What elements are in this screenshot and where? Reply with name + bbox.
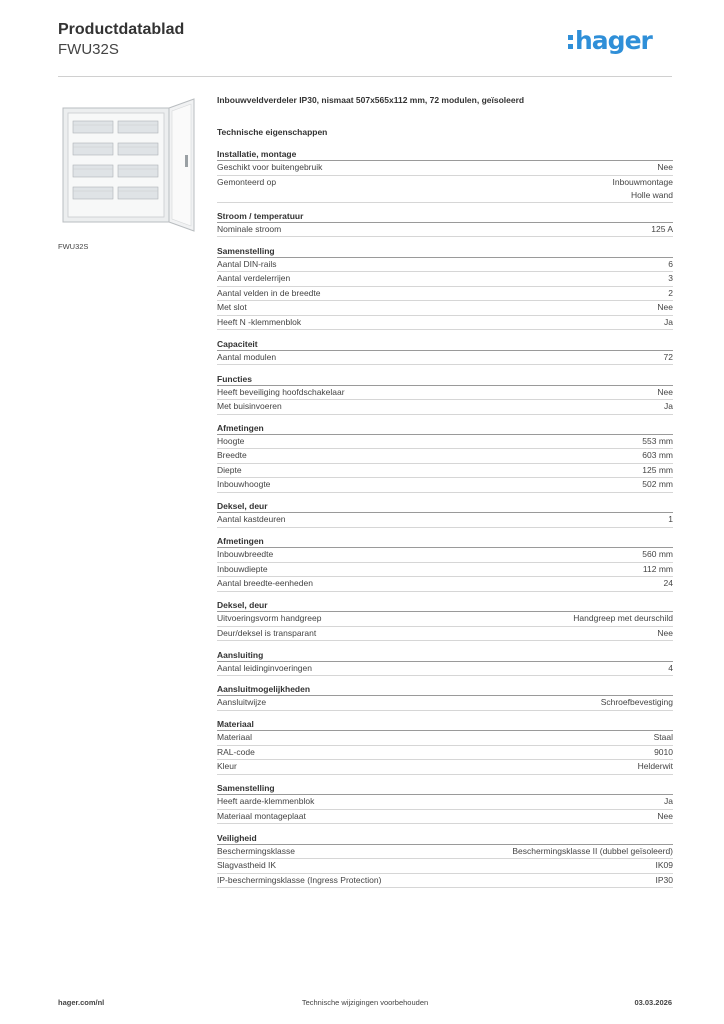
spec-row (217, 351, 673, 366)
logo-text: hager (575, 26, 652, 55)
spec-group-title: Aansluiting (217, 650, 673, 662)
spec-row (217, 176, 673, 203)
spec-label: Aantal modulen (217, 351, 277, 362)
spec-value (512, 845, 673, 859)
spec-value-line: 72 (663, 351, 673, 362)
spec-group (217, 149, 673, 203)
spec-label: Nominale stroom (217, 223, 282, 234)
spec-row (217, 258, 673, 273)
spec-value-line: IP30 (655, 874, 673, 885)
spec-label: Uitvoeringsvorm handgreep (217, 613, 322, 624)
spec-row (217, 612, 673, 627)
spec-value (613, 176, 674, 202)
spec-group (217, 374, 673, 415)
spec-row (217, 272, 673, 287)
spec-group (217, 536, 673, 592)
spec-row (217, 161, 673, 176)
spec-value (668, 662, 673, 676)
spec-value (668, 287, 673, 301)
spec-label: Heeft aarde-klemmenblok (217, 796, 315, 807)
spec-row (217, 627, 673, 642)
spec-row (217, 577, 673, 592)
spec-value-line: Ja (664, 796, 673, 807)
spec-value-line: 1 (668, 514, 673, 525)
spec-value-line: Nee (657, 386, 673, 397)
spec-value (664, 400, 673, 414)
spec-group-title: Veiligheid (217, 833, 673, 845)
spec-label: Aantal breedte-eenheden (217, 578, 313, 589)
spec-value-line: Helderwit (637, 761, 673, 772)
spec-value (642, 478, 673, 492)
spec-label: Inbouwdiepte (217, 563, 268, 574)
spec-value (668, 513, 673, 527)
spec-row (217, 478, 673, 493)
spec-label: Deur/deksel is transparant (217, 627, 317, 638)
spec-value-line: 24 (663, 578, 673, 589)
spec-label: Slagvastheid IK (217, 860, 277, 871)
spec-value (668, 272, 673, 286)
spec-group-title: Samenstelling (217, 246, 673, 258)
spec-row (217, 449, 673, 464)
spec-group (217, 246, 673, 331)
spec-row (217, 760, 673, 775)
spec-row (217, 435, 673, 450)
spec-value (664, 351, 673, 365)
spec-row (217, 548, 673, 563)
footer-date: 03.03.2026 (634, 998, 672, 1007)
spec-value-line: Nee (657, 810, 673, 821)
spec-row (217, 696, 673, 711)
spec-label: Materiaal montageplaat (217, 810, 306, 821)
spec-label: Inbouwbreedte (217, 549, 274, 560)
spec-row (217, 287, 673, 302)
section-title: Technische eigenschappen (217, 127, 328, 137)
spec-value (651, 223, 673, 237)
spec-label: Diepte (217, 464, 242, 475)
image-caption: FWU32S (58, 242, 89, 251)
spec-group (217, 211, 673, 238)
spec-row (217, 301, 673, 316)
spec-value (656, 859, 674, 873)
spec-row (217, 795, 673, 810)
page-header (58, 20, 184, 59)
spec-label: Gemonteerd op (217, 176, 277, 187)
spec-group-title: Afmetingen (217, 536, 673, 548)
spec-value-line: 6 (668, 258, 673, 269)
spec-label: Beschermingsklasse (217, 845, 295, 856)
spec-label: Heeft beveiliging hoofdschakelaar (217, 386, 345, 397)
spec-row (217, 731, 673, 746)
spec-row (217, 859, 673, 874)
spec-label: Inbouwhoogte (217, 479, 271, 490)
spec-value (657, 627, 673, 641)
spec-value-line: 3 (668, 273, 673, 284)
spec-row (217, 563, 673, 578)
spec-label: RAL-code (217, 746, 255, 757)
spec-value-line: Ja (664, 316, 673, 327)
spec-value (642, 464, 673, 478)
spec-value (657, 301, 673, 315)
spec-value (657, 386, 673, 400)
spec-value (638, 760, 673, 774)
spec-value (654, 731, 673, 745)
spec-group (217, 684, 673, 711)
spec-group (217, 423, 673, 493)
spec-value-line: 125 mm (642, 464, 673, 475)
spec-value-line: 502 mm (642, 479, 673, 490)
spec-label: Heeft N -klemmenblok (217, 316, 302, 327)
logo-colon-icon (568, 31, 575, 51)
spec-value (643, 563, 673, 577)
spec-value (664, 316, 673, 330)
spec-value-line: 112 mm (642, 563, 673, 574)
spec-content (217, 95, 673, 896)
spec-row (217, 223, 673, 238)
spec-value-line: Nee (657, 627, 673, 638)
spec-label: Aansluitwijze (217, 697, 267, 708)
spec-value-line: Staal (653, 732, 673, 743)
spec-label: Geschikt voor buitengebruik (217, 162, 323, 172)
spec-value (668, 258, 673, 272)
spec-value-line: Schroefbevestiging (600, 697, 673, 708)
spec-value (657, 161, 673, 175)
spec-groups (217, 149, 673, 888)
spec-value (601, 696, 673, 710)
spec-group-title: Stroom / temperatuur (217, 211, 673, 223)
spec-group (217, 600, 673, 641)
spec-row (217, 845, 673, 860)
spec-row (217, 400, 673, 415)
spec-group-title: Afmetingen (217, 423, 673, 435)
hager-logo (568, 26, 652, 56)
spec-label: Met buisinvoeren (217, 401, 282, 412)
spec-row (217, 662, 673, 677)
spec-group-title: Installatie, montage (217, 149, 673, 161)
spec-group-title: Deksel, deur (217, 501, 673, 513)
spec-label: Aantal verdelerrijen (217, 273, 291, 284)
spec-group (217, 339, 673, 366)
spec-value-line: Inbouwmontage (612, 176, 673, 187)
spec-group-title: Aansluitmogelijkheden (217, 684, 673, 696)
spec-row (217, 316, 673, 331)
product-description: Inbouwveldverdeler IP30, nismaat 507x565x112 mm, 72 modulen, geïsoleerd (217, 95, 525, 105)
spec-label: Materiaal (217, 732, 252, 743)
spec-value-line: Beschermingsklasse II (dubbel geïsoleerd) (512, 845, 673, 856)
spec-value-line: 2 (668, 287, 673, 298)
spec-value-line: 553 mm (642, 435, 673, 446)
spec-label: IP-beschermingsklasse (Ingress Protection) (217, 874, 382, 885)
spec-value-line: Nee (657, 302, 673, 313)
spec-value-line: IK09 (655, 860, 673, 871)
spec-row (217, 746, 673, 761)
spec-group (217, 501, 673, 528)
spec-group (217, 783, 673, 824)
spec-value-line: Handgreep met deurschild (573, 613, 673, 624)
spec-group (217, 719, 673, 775)
spec-label: Aantal leidinginvoeringen (217, 662, 312, 673)
product-code: FWU32S (58, 41, 119, 58)
spec-value-line: 9010 (654, 746, 673, 757)
spec-row (217, 386, 673, 401)
product-image (58, 91, 203, 236)
spec-label: Met slot (217, 302, 247, 313)
spec-value (657, 810, 673, 824)
footer-disclaimer: Technische wijzigingen voorbehouden (301, 998, 429, 1007)
spec-group (217, 650, 673, 677)
spec-row (217, 513, 673, 528)
spec-value-line: 125 A (651, 223, 673, 234)
spec-row (217, 464, 673, 479)
spec-label: Breedte (217, 450, 247, 461)
spec-row (217, 874, 673, 889)
spec-value-line: Ja (664, 401, 673, 412)
spec-value (654, 746, 673, 760)
spec-value-line: Holle wand (630, 189, 673, 200)
spec-value (642, 435, 673, 449)
spec-value-line: Nee (657, 162, 673, 172)
spec-value (642, 449, 673, 463)
spec-label: Aantal velden in de breedte (217, 287, 321, 298)
spec-group (217, 833, 673, 889)
spec-label: Aantal kastdeuren (217, 514, 286, 525)
spec-value (664, 577, 673, 591)
spec-group-title: Capaciteit (217, 339, 673, 351)
spec-group-title: Samenstelling (217, 783, 673, 795)
spec-group-title: Deksel, deur (217, 600, 673, 612)
spec-label: Aantal DIN-rails (217, 258, 277, 269)
spec-value (664, 795, 673, 809)
header-divider (58, 76, 672, 77)
footer-website[interactable]: hager.com/nl (58, 998, 105, 1007)
page-title: Productdatablad (58, 21, 185, 38)
spec-value (642, 548, 673, 562)
spec-value-line: 603 mm (642, 450, 673, 461)
spec-group-title: Materiaal (217, 719, 673, 731)
spec-value (573, 612, 673, 626)
spec-group-title: Functies (217, 374, 673, 386)
spec-label: Hoogte (217, 435, 245, 446)
spec-value-line: 560 mm (642, 549, 673, 560)
spec-value-line: 4 (668, 662, 673, 673)
spec-row (217, 810, 673, 825)
spec-value (656, 874, 674, 888)
spec-label: Kleur (217, 761, 237, 772)
